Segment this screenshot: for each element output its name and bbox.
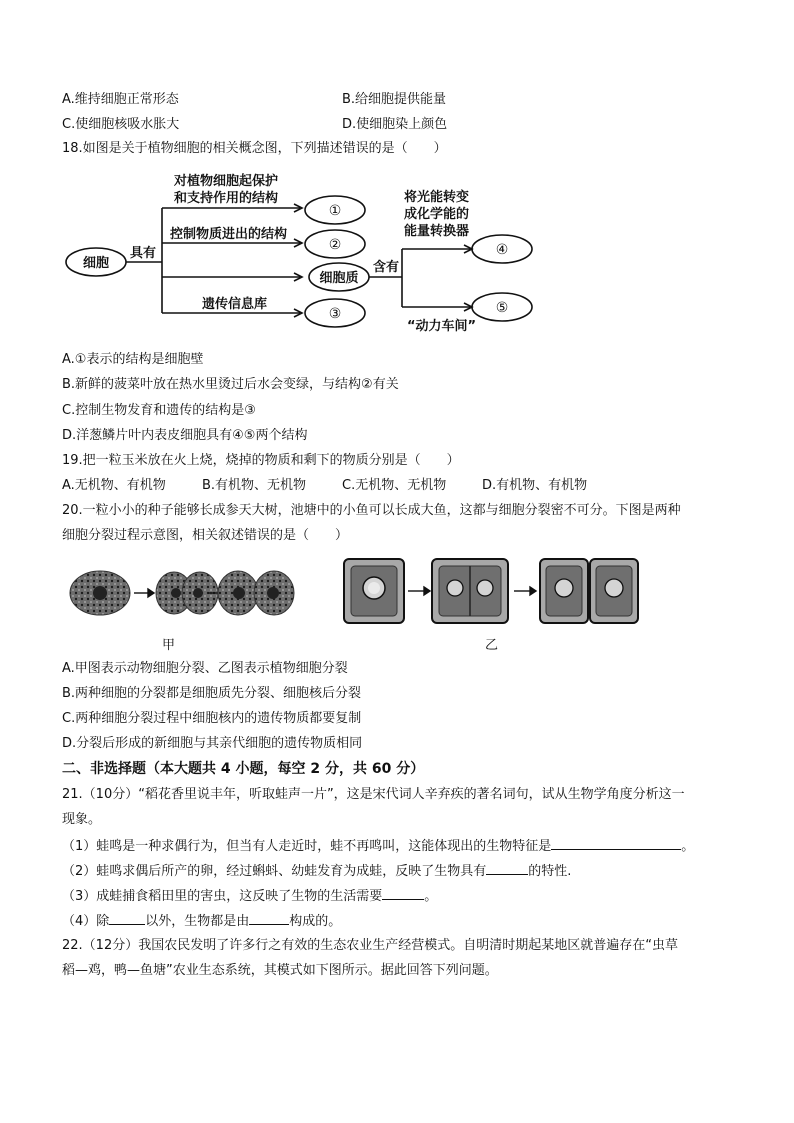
q21-sub-4-text-c: 构成的。 (289, 914, 342, 929)
q21-sub-2-text: （2）蛙鸣求偶后所产的卵，经过蝌蚪、幼蛙发育为成蛙，反映了生物具有 (62, 864, 487, 879)
q20-option-a: A.甲图表示动物细胞分裂、乙图表示植物细胞分裂 (62, 661, 348, 676)
q22-stem-1: 22.（12分）我国农民发明了许多行之有效的生态农业生产经营模式。自明清时期起某地区就普遍存在“虫草 (62, 938, 678, 953)
q21-stem-1: 21.（10分）“稻花香里说丰年，听取蛙声一片”，这是宋代词人辛弃疾的著名词句，试从生物学角度分析这一 (62, 787, 685, 802)
answer-blank-5[interactable] (249, 910, 289, 925)
label-n1: ① (328, 203, 342, 219)
q20-stem-2: 细胞分裂过程示意图，相关叙述错误的是（ ） (62, 528, 349, 543)
answer-blank-3[interactable] (382, 885, 424, 900)
q20-option-c: C.两种细胞分裂过程中细胞核内的遗传物质都要复制 (62, 711, 362, 726)
label-4c: 能量转换器 (404, 224, 470, 239)
label-1b: 和支持作用的结构 (174, 191, 279, 206)
q19-option-d: D.有机物、有机物 (482, 478, 588, 493)
q20-option-b: B.两种细胞的分裂都是细胞质先分裂、细胞核后分裂 (62, 686, 362, 701)
label-2: 控制物质进出的结构 (170, 227, 288, 242)
q20-stem-1: 20.一粒小小的种子能够长成参天大树，池塘中的小鱼可以长成大鱼，这都与细胞分裂密不可分。下图是两种 (62, 503, 681, 518)
q17-option-c: C.使细胞核吸水胀大 (62, 117, 180, 132)
answer-blank-1[interactable] (551, 835, 681, 850)
plant-cell-concept-map (62, 165, 542, 340)
label-has: 具有 (130, 246, 157, 261)
q21-sub-1-text: （1）蛙鸣是一种求偶行为，但当有人走近时，蛙不再鸣叫，这能体现出的生物特征是 (62, 839, 552, 854)
q21-sub-4-text-b: 以外，生物都是由 (145, 914, 250, 929)
q18-option-a: A.①表示的结构是细胞壁 (62, 352, 204, 367)
label-5: “动力车间” (407, 319, 477, 334)
q21-sub-3 (62, 885, 437, 907)
label-n5: ⑤ (495, 300, 509, 316)
q19-option-a: A.无机物、有机物 (62, 478, 166, 493)
figure-label-yi: 乙 (485, 638, 499, 653)
section-heading: 二、非选择题（本大题共 4 小题，每空 2 分，共 60 分） (62, 761, 425, 777)
label-contains: 含有 (373, 260, 400, 275)
q17-option-b: B.给细胞提供能量 (342, 92, 447, 107)
q18-option-c: C.控制生物发育和遗传的结构是③ (62, 403, 256, 418)
q21-sub-1-end: 。 (681, 839, 695, 854)
q19-option-b: B.有机物、无机物 (202, 478, 307, 493)
label-n2: ② (328, 237, 342, 253)
answer-blank-2[interactable] (486, 860, 528, 875)
q18-option-b: B.新鲜的菠菜叶放在热水里烫过后水会变绿，与结构②有关 (62, 377, 399, 392)
q21-sub-4-text-a: （4）除 (62, 914, 110, 929)
figure-label-jia: 甲 (162, 638, 176, 653)
label-3: 遗传信息库 (202, 297, 268, 312)
arrow-overlay (62, 555, 662, 630)
q19-stem: 19.把一粒玉米放在火上烧，烧掉的物质和剩下的物质分别是（ ） (62, 453, 460, 468)
q18-stem: 18.如图是关于植物细胞的相关概念图，下列描述错误的是（ ） (62, 141, 447, 156)
label-cell: 细胞 (82, 256, 110, 271)
label-4a: 将光能转变 (404, 190, 470, 205)
q18-option-d: D.洋葱鳞片叶内表皮细胞具有④⑤两个结构 (62, 428, 308, 443)
q22-stem-2: 稻—鸡，鸭—鱼塘”农业生态系统，其模式如下图所示。据此回答下列问题。 (62, 963, 498, 978)
q21-sub-2 (62, 860, 571, 882)
label-1a: 对植物细胞起保护 (174, 174, 279, 189)
q19-option-c: C.无机物、无机物 (342, 478, 447, 493)
q17-option-a: A.维持细胞正常形态 (62, 92, 179, 107)
label-n4: ④ (495, 242, 509, 258)
label-cytoplasm: 细胞质 (319, 271, 359, 286)
q21-sub-4 (62, 910, 341, 932)
label-4b: 成化学能的 (404, 207, 470, 222)
q17-option-d: D.使细胞染上颜色 (342, 117, 448, 132)
label-n3: ③ (328, 306, 342, 322)
q21-sub-1 (62, 835, 694, 857)
q21-stem-2: 现象。 (62, 812, 102, 827)
q20-option-d: D.分裂后形成的新细胞与其亲代细胞的遗传物质相同 (62, 736, 363, 751)
q21-sub-3-end: 。 (424, 889, 438, 904)
q21-sub-3-text: （3）成蛙捕食稻田里的害虫，这反映了生物的生活需要 (62, 889, 383, 904)
answer-blank-4[interactable] (109, 910, 145, 925)
q21-sub-2-end: 的特性. (528, 864, 572, 879)
